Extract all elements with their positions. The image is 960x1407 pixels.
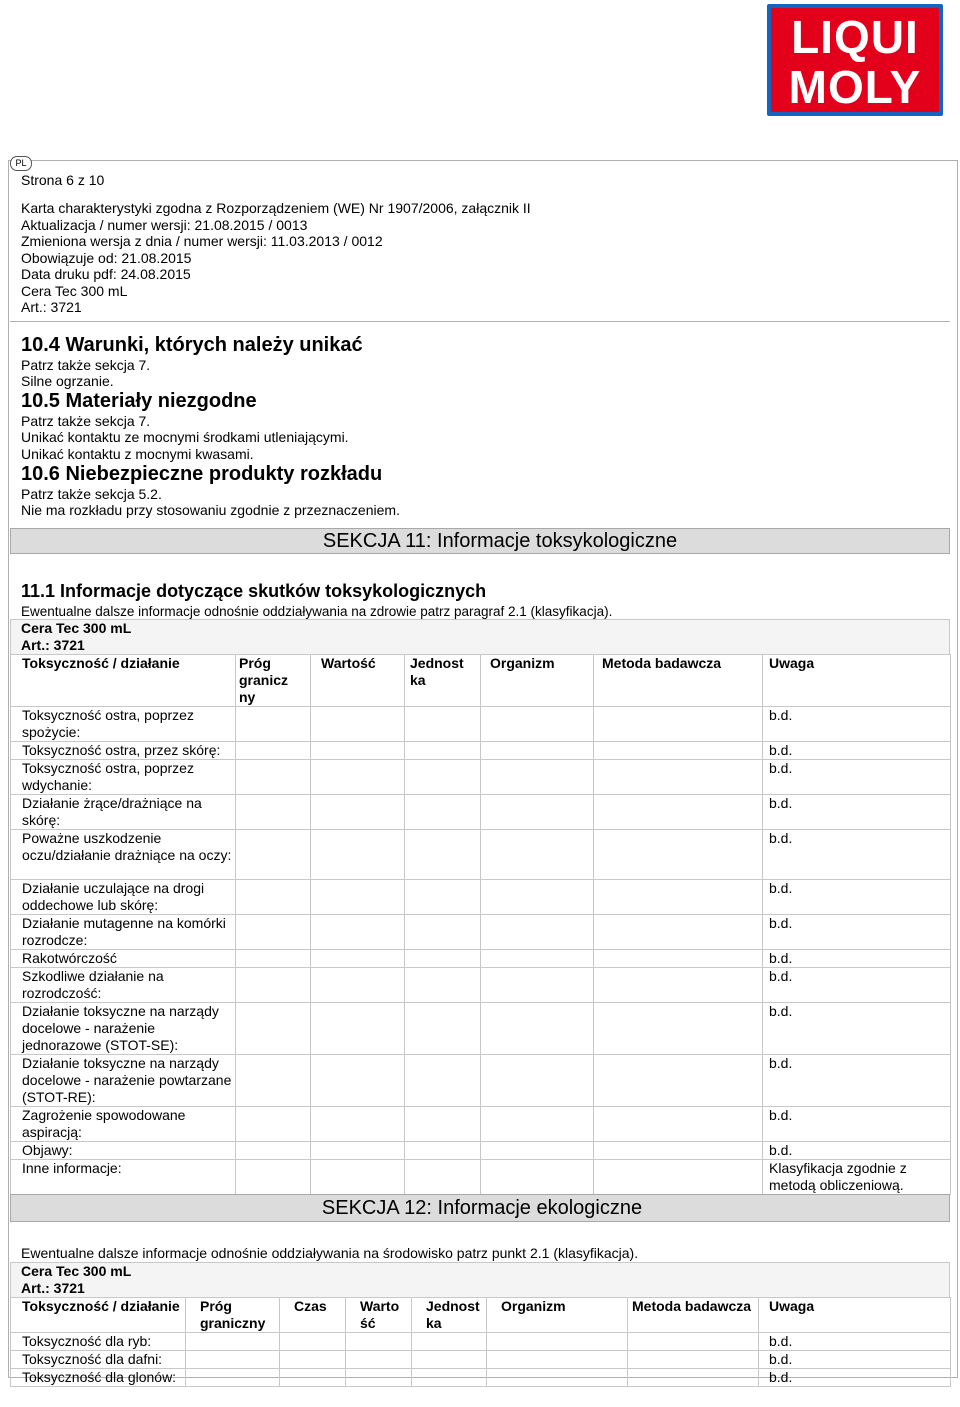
col-header: Jednost ka <box>405 655 481 707</box>
row-label: Toksyczność ostra, przez skórę: <box>11 742 236 760</box>
header-line: Karta charakterystyki zgodna z Rozporządzeniem (WE) Nr 1907/2006, załącznik II <box>21 200 531 216</box>
row-label: Toksyczność ostra, poprzez spożycie: <box>11 707 236 742</box>
header-line: Art.: 3721 <box>21 299 82 315</box>
table-row <box>11 1142 951 1160</box>
section-10-5-title: 10.5 Materiały niezgodne <box>21 390 257 412</box>
table-row <box>11 1107 951 1142</box>
table-row <box>11 742 951 760</box>
row-note: b.d. <box>763 830 951 880</box>
table-row <box>11 1160 951 1195</box>
row-note: b.d. <box>763 1055 951 1107</box>
section-11-note: Ewentualne dalsze informacje odnośnie oddziaływania na zdrowie patrz paragraf 2.1 (klasyfikacja). <box>21 604 613 619</box>
product-art: Art.: 3721 <box>21 1280 85 1296</box>
row-label: Toksyczność dla ryb: <box>11 1333 186 1351</box>
col-header: Próg granicz ny <box>236 655 311 707</box>
col-header: Organizm <box>481 655 594 707</box>
product-name: Cera Tec 300 mL <box>21 1263 132 1279</box>
section-12-note: Ewentualne dalsze informacje odnośnie oddziaływania na środowisko patrz punkt 2.1 (klasyfikacja). <box>21 1245 639 1261</box>
section-text: Silne ogrzanie. <box>21 373 114 389</box>
table-row <box>11 968 951 1003</box>
table-header-row <box>11 1298 951 1333</box>
row-label: Działanie toksyczne na narządy docelowe - narażenie powtarzane (STOT-RE): <box>11 1055 236 1107</box>
table-row <box>11 1055 951 1107</box>
row-label: Działanie uczulające na drogi oddechowe lub skórę: <box>11 880 236 915</box>
row-note: b.d. <box>763 1107 951 1142</box>
header-divider <box>10 321 950 322</box>
section-11-heading: SEKCJA 11: Informacje toksykologiczne <box>322 530 678 552</box>
row-label: Zagrożenie spowodowane aspiracją: <box>11 1107 236 1142</box>
table-row <box>11 707 951 742</box>
col-header: Uwaga <box>763 655 951 707</box>
section-12-heading: SEKCJA 12: Informacje ekologiczne <box>321 1197 643 1219</box>
header-line: Zmieniona wersja z dnia / numer wersji: 11.03.2013 / 0012 <box>21 233 383 249</box>
eco-table <box>10 1297 951 1387</box>
section-12-bar <box>10 1194 950 1222</box>
col-header: Organizm <box>487 1298 628 1333</box>
section-10-4-title: 10.4 Warunki, których należy unikać <box>21 334 363 356</box>
row-note: b.d. <box>763 760 951 795</box>
row-label: Toksyczność dla dafni: <box>11 1351 186 1369</box>
table-row <box>11 915 951 950</box>
col-header: Jednost ka <box>412 1298 487 1333</box>
table-row <box>11 1351 951 1369</box>
table-row <box>11 880 951 915</box>
table-row <box>11 830 951 880</box>
col-header: Wartość <box>311 655 405 707</box>
row-label: Działanie toksyczne na narządy docelowe - narażenie jednorazowe (STOT-SE): <box>11 1003 236 1055</box>
row-note: b.d. <box>763 707 951 742</box>
col-header: Metoda badawcza <box>594 655 763 707</box>
row-note: b.d. <box>759 1351 951 1369</box>
row-label: Działanie mutagenne na komórki rozrodcze: <box>11 915 236 950</box>
table-row <box>11 1003 951 1055</box>
row-note: b.d. <box>763 950 951 968</box>
section-11-bar <box>10 528 950 554</box>
table-row <box>11 1333 951 1351</box>
row-note: Klasyfikacja zgodnie z metodą obliczeniową. <box>763 1160 951 1195</box>
section-text: Unikać kontaktu z mocnymi kwasami. <box>21 446 254 462</box>
row-note: b.d. <box>763 968 951 1003</box>
logo-line-2: MOLY <box>788 61 922 113</box>
row-note: b.d. <box>763 915 951 950</box>
section-text: Patrz także sekcja 7. <box>21 357 151 373</box>
row-label: Rakotwórczość <box>11 950 236 968</box>
row-label: Inne informacje: <box>11 1160 236 1195</box>
col-header: Próg graniczny <box>186 1298 280 1333</box>
header-line: Obowiązuje od: 21.08.2015 <box>21 250 192 266</box>
row-note: b.d. <box>759 1333 951 1351</box>
product-box <box>10 619 950 655</box>
row-note: b.d. <box>763 742 951 760</box>
row-label: Działanie żrące/drażniące na skórę: <box>11 795 236 830</box>
table-header-row <box>11 655 951 707</box>
col-header: Metoda badawcza <box>628 1298 759 1333</box>
row-label: Toksyczność ostra, poprzez wdychanie: <box>11 760 236 795</box>
row-note: b.d. <box>763 1142 951 1160</box>
table-row <box>11 795 951 830</box>
col-header: Warto ść <box>346 1298 412 1333</box>
product-art: Art.: 3721 <box>21 637 85 653</box>
row-note: b.d. <box>763 1003 951 1055</box>
col-header: Toksyczność / działanie <box>11 1298 186 1333</box>
section-10-6-title: 10.6 Niebezpieczne produkty rozkładu <box>21 463 383 485</box>
row-label: Szkodliwe działanie na rozrodczość: <box>11 968 236 1003</box>
section-text: Patrz także sekcja 7. <box>21 413 151 429</box>
table-row <box>11 950 951 968</box>
col-header: Czas <box>280 1298 346 1333</box>
row-note: b.d. <box>763 795 951 830</box>
page-number: Strona 6 z 10 <box>21 172 105 188</box>
col-header: Uwaga <box>759 1298 951 1333</box>
table-row <box>11 1369 951 1387</box>
row-note: b.d. <box>763 880 951 915</box>
tox-table <box>10 654 951 1195</box>
product-name: Cera Tec 300 mL <box>21 620 132 636</box>
product-box <box>10 1262 950 1298</box>
table-row <box>11 760 951 795</box>
row-label: Objawy: <box>11 1142 236 1160</box>
col-header: Toksyczność / działanie <box>11 655 236 707</box>
section-text: Unikać kontaktu ze mocnymi środkami utleniającymi. <box>21 429 349 445</box>
row-label: Poważne uszkodzenie oczu/działanie drażniące na oczy: <box>11 830 236 880</box>
row-note: b.d. <box>759 1369 951 1387</box>
section-text: Patrz także sekcja 5.2. <box>21 486 162 502</box>
section-11-1-title: 11.1 Informacje dotyczące skutków toksykologicznych <box>21 581 487 601</box>
logo-red-panel <box>771 8 939 112</box>
section-text: Nie ma rozkładu przy stosowaniu zgodnie z przeznaczeniem. <box>21 502 400 518</box>
header-line: Aktualizacja / numer wersji: 21.08.2015 / 0013 <box>21 217 308 233</box>
language-badge: PL <box>10 156 32 171</box>
header-line: Data druku pdf: 24.08.2015 <box>21 266 191 282</box>
liqui-moly-logo <box>767 4 943 116</box>
row-label: Toksyczność dla glonów: <box>11 1369 186 1387</box>
logo-line-1: LIQUI <box>791 11 919 63</box>
header-line: Cera Tec 300 mL <box>21 283 128 299</box>
